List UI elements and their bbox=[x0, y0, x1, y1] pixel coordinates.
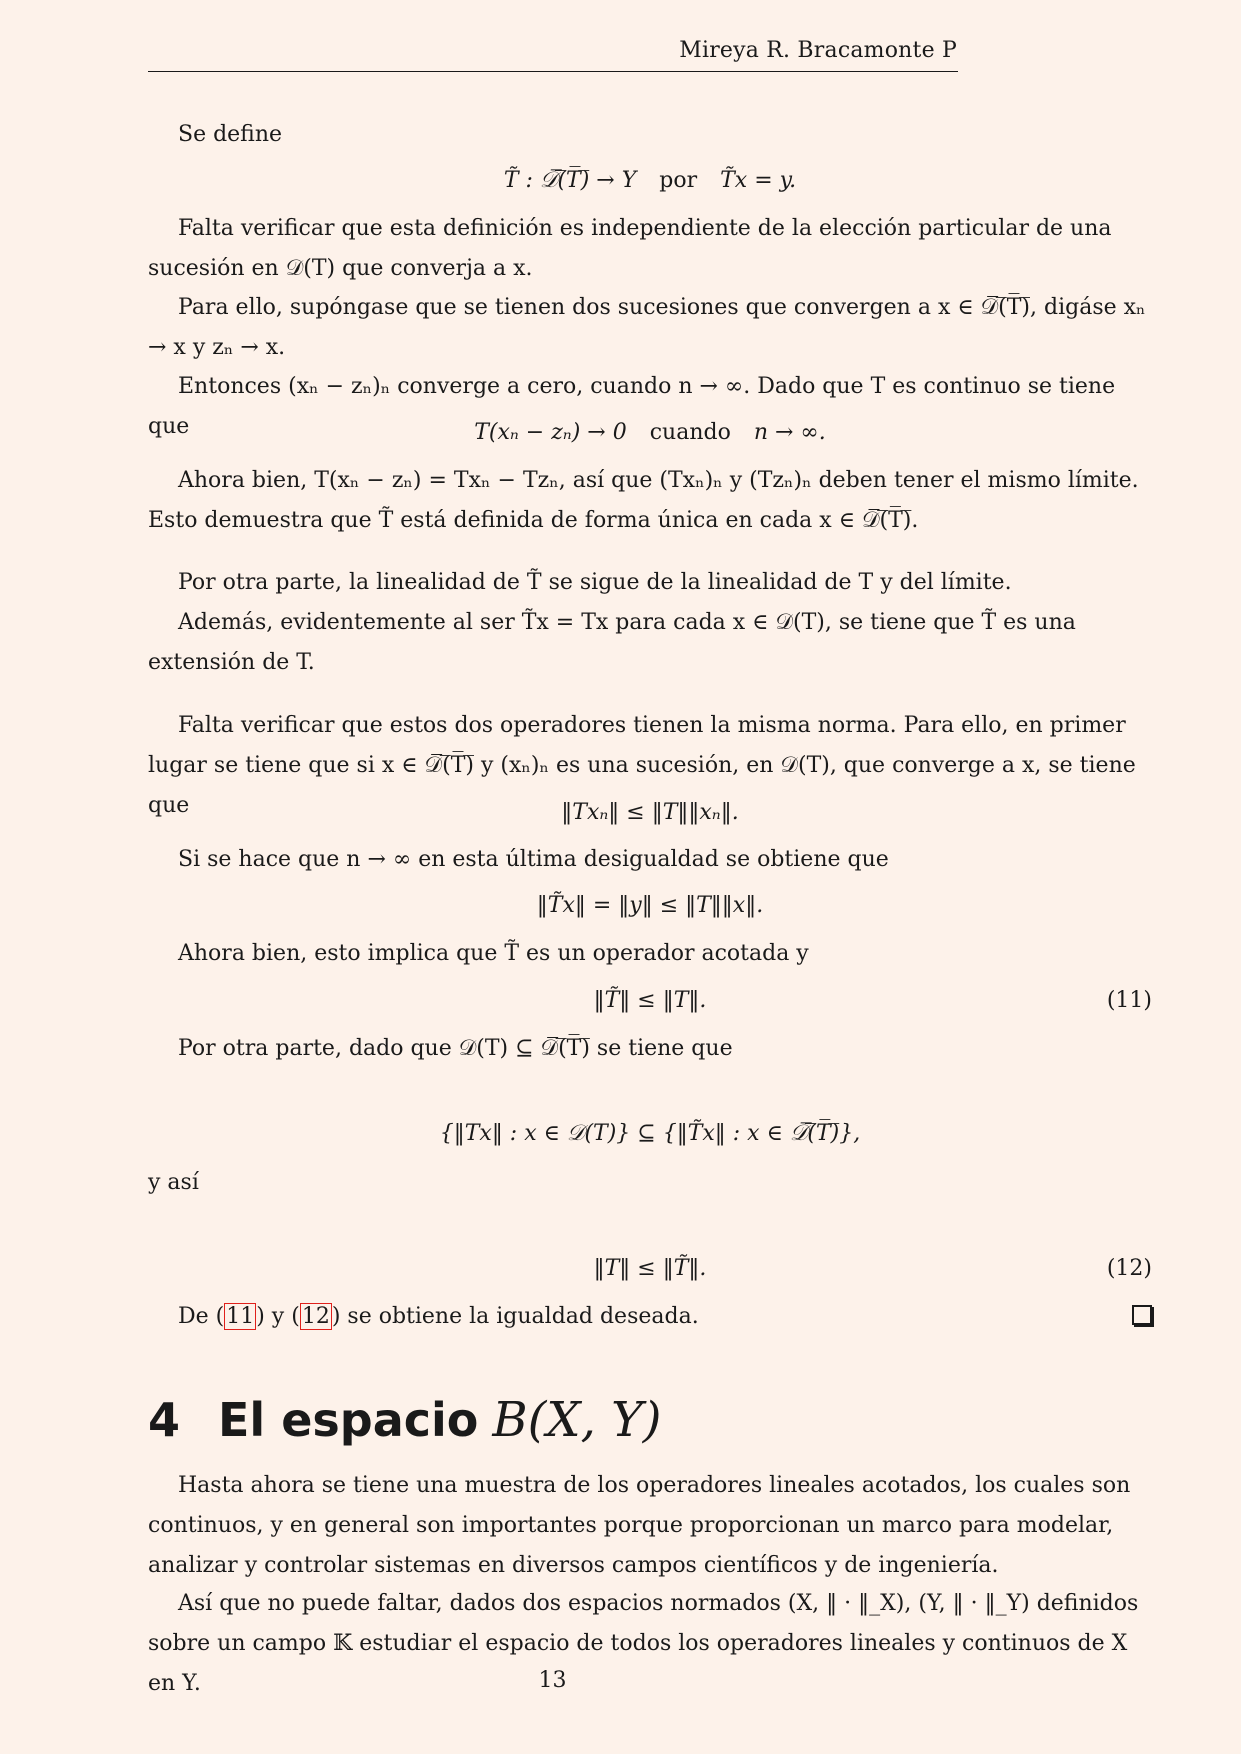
paragraph-limit-inequality: Si se hace que n → ∞ en esta última desigualdad se obtiene que bbox=[178, 847, 889, 872]
eq-def-lhs: T̃ : 𝒟̅(̅T̅)̅ → Y bbox=[503, 168, 637, 193]
equation-12 bbox=[148, 1249, 1152, 1289]
eq-11-text: ‖T̃‖ ≤ ‖T‖. bbox=[593, 988, 707, 1013]
section-title-text: El espacio bbox=[218, 1393, 479, 1447]
equation-sets bbox=[148, 1114, 1152, 1154]
eq-lim-mid: cuando bbox=[649, 420, 731, 445]
equation-ref-11[interactable]: 11 bbox=[226, 1304, 255, 1329]
eq-def-mid: por bbox=[659, 168, 698, 193]
paragraph-same-norm: Falta verificar que estos dos operadores tienen la misma norma. Para ello, en primer lugar se tiene que si x ∈ 𝒟̅(̅T̅)̅ y (xₙ)ₙ es una sucesión, en 𝒟(T), que converge a x, se tiene que bbox=[148, 713, 1136, 818]
equation-ref-12[interactable]: 12 bbox=[301, 1304, 330, 1329]
paragraph-subset: Por otra parte, dado que 𝒟(T) ⊆ 𝒟̅(̅T̅)̅ se tiene que bbox=[178, 1036, 733, 1061]
paragraph-linearity: Por otra parte, la linealidad de T̃ se sigue de la linealidad de T y del límite. bbox=[178, 570, 1012, 595]
equation-norm-1 bbox=[148, 793, 1152, 833]
eq-12-label: (12) bbox=[1106, 1256, 1152, 1281]
eq-norm-1-text: ‖Txₙ‖ ≤ ‖T‖‖xₙ‖. bbox=[561, 800, 739, 825]
conclusion-text-a: De ( bbox=[178, 1304, 225, 1329]
paragraph-verify: Falta verificar que esta definición es independiente de la elección particular de una sucesión en 𝒟(T) que converja a x. bbox=[148, 216, 1112, 281]
eq-norm-2-text: ‖T̃x‖ = ‖y‖ ≤ ‖T‖‖x‖. bbox=[536, 893, 764, 918]
equation-11 bbox=[148, 981, 1152, 1021]
section-title-math: B(X, Y) bbox=[492, 1392, 662, 1448]
paragraph-bounded: Ahora bien, esto implica que T̃ es un operador acotada y bbox=[178, 941, 809, 966]
page-number: 13 bbox=[538, 1668, 567, 1693]
eq-lim-lhs: T(xₙ − zₙ) → 0 bbox=[474, 420, 627, 445]
equation-norm-2 bbox=[148, 886, 1152, 926]
eq-def-rhs: T̃x = y. bbox=[720, 168, 797, 193]
paragraph-and-so: y así bbox=[148, 1170, 199, 1195]
paragraph-section-intro: Hasta ahora se tiene una muestra de los operadores lineales acotados, los cuales son continuos, y en general son importantes porque proporcionan un marco para modelar, analizar y controlar sistemas en diversos campos científicos y de ingeniería. bbox=[148, 1473, 1131, 1578]
paragraph-extension: Además, evidentemente al ser T̃x = Tx para cada x ∈ 𝒟(T), se tiene que T̃ es una extensión de T. bbox=[148, 610, 1076, 675]
equation-limit bbox=[148, 413, 1152, 453]
equation-definition bbox=[148, 161, 1152, 201]
section-heading bbox=[148, 1392, 662, 1448]
eq-sets-text: {‖Tx‖ : x ∈ 𝒟(T)} ⊆ {‖T̃x‖ : x ∈ 𝒟̅(̅T̅)̅}, bbox=[439, 1121, 861, 1146]
conclusion-text-b: ) y ( bbox=[256, 1304, 300, 1329]
paragraph-unique: Ahora bien, T(xₙ − zₙ) = Txₙ − Tzₙ, así que (Txₙ)ₙ y (Tzₙ)ₙ deben tener el mismo límite. Esto demuestra que T̃ está definida de forma única en cada x ∈ 𝒟̅(̅T̅)̅. bbox=[148, 468, 1139, 533]
paragraph-two-sequences: Para ello, supóngase que se tienen dos sucesiones que convergen a x ∈ 𝒟̅(̅T̅)̅, digáse xₙ → x y zₙ → x. bbox=[148, 295, 1146, 360]
paragraph-section-space: Así que no puede faltar, dados dos espacios normados (X, ‖ · ‖_X), (Y, ‖ · ‖_Y) definidos sobre un campo 𝕂 estudiar el espacio de todos los operadores lineales y continuos de X en Y. bbox=[148, 1591, 1139, 1696]
paragraph-define: Se define bbox=[178, 122, 283, 147]
paragraph-conclusion bbox=[148, 1297, 1152, 1337]
section-number: 4 bbox=[148, 1393, 181, 1447]
eq-12-text: ‖T‖ ≤ ‖T̃‖. bbox=[593, 1256, 707, 1281]
header-author: Mireya R. Bracamonte P bbox=[679, 38, 957, 63]
conclusion-text-c: ) se obtiene la igualdad deseada. bbox=[331, 1304, 699, 1329]
header-rule bbox=[148, 71, 958, 72]
paragraph-converge-zero: Entonces (xₙ − zₙ)ₙ converge a cero, cuando n → ∞. Dado que T es continuo se tiene que bbox=[148, 374, 1116, 439]
eq-lim-rhs: n → ∞. bbox=[753, 420, 826, 445]
eq-11-label: (11) bbox=[1106, 988, 1152, 1013]
qed-box-icon bbox=[1132, 1305, 1152, 1325]
